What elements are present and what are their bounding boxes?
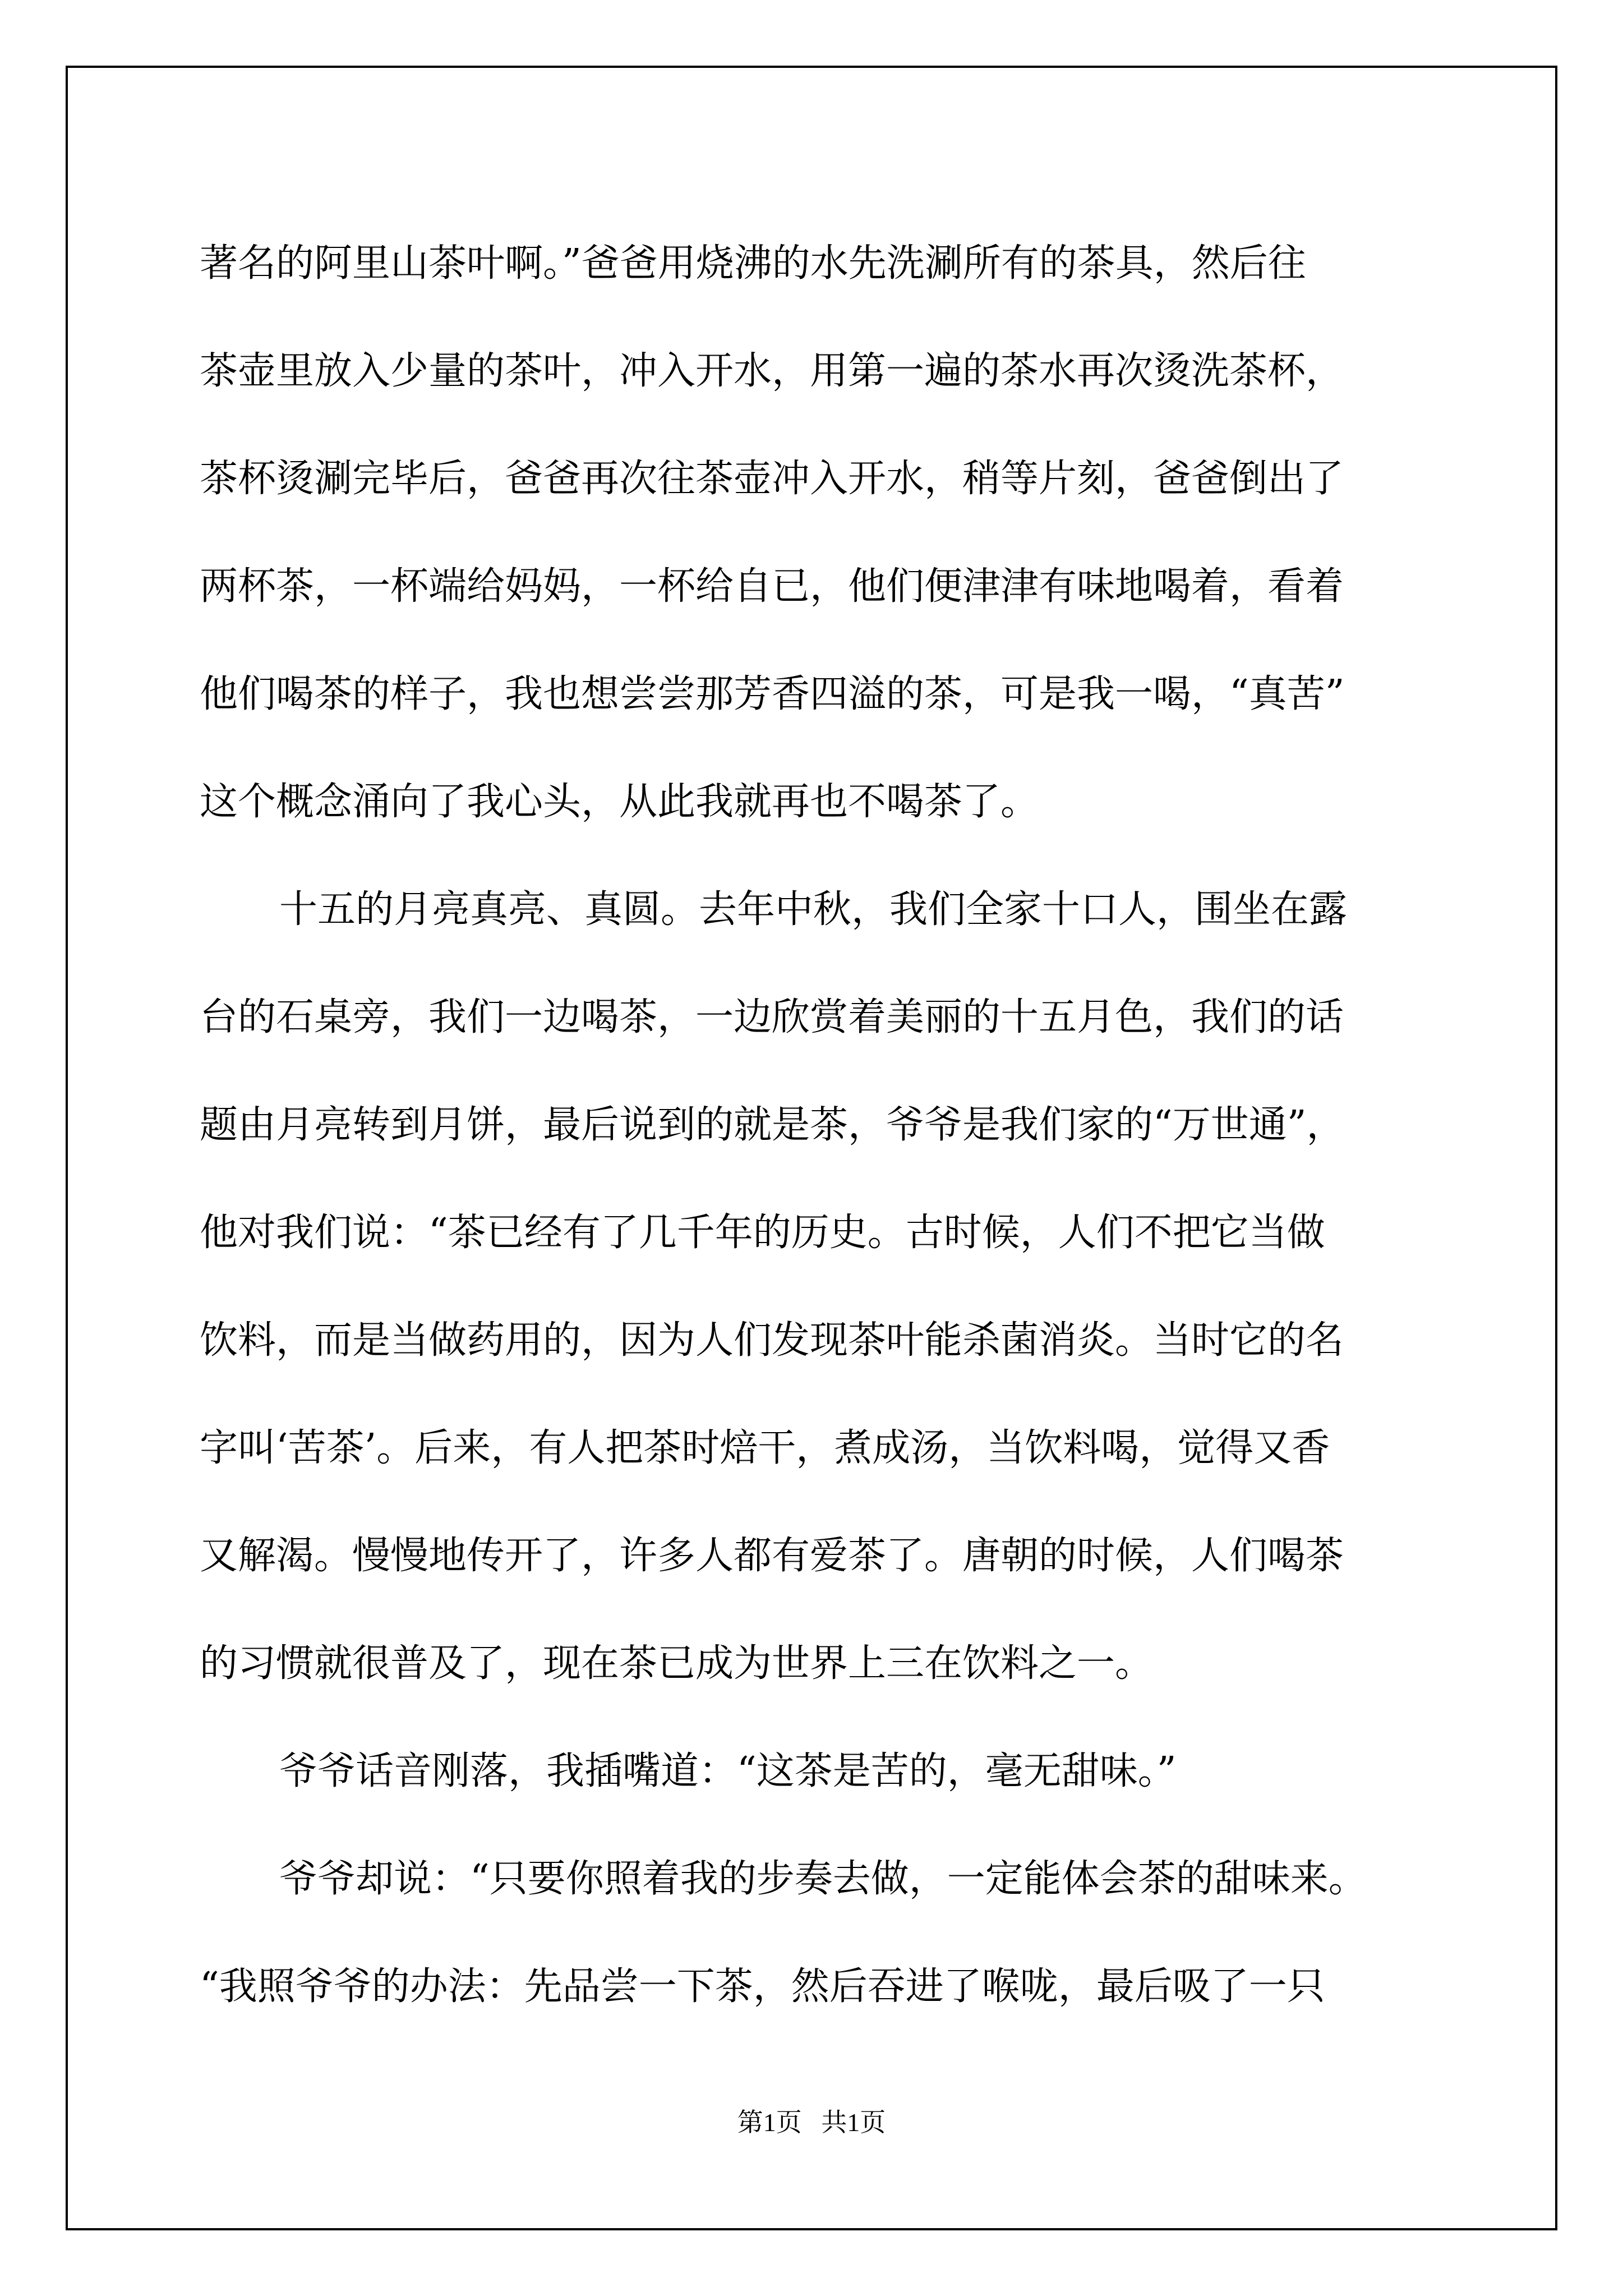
page-footer: 第1页 共1页	[737, 2108, 886, 2137]
text-line: 茶杯烫涮完毕后，爸爸再次往茶壶冲入开水，稍等片刻，爸爸倒出了	[200, 457, 1344, 501]
text-line: 题由月亮转到月饼，最后说到的就是茶，爷爷是我们家的“万世通”，	[200, 1103, 1345, 1147]
text-line: 字叫‘苦茶’。后来，有人把茶时焙干，煮成汤，当饮料喝，觉得又香	[200, 1426, 1330, 1470]
text-line: 他对我们说：“茶已经有了几千年的历史。古时候，人们不把它当做	[200, 1211, 1325, 1255]
text-line: 爷爷却说：“只要你照着我的步奏去做，一定能体会茶的甜味来。	[279, 1857, 1367, 1901]
text-line: 又解渴。慢慢地传开了，许多人都有爱茶了。唐朝的时候，人们喝茶	[200, 1534, 1344, 1578]
text-line: 饮料，而是当做药用的，因为人们发现茶叶能杀菌消炎。当时它的名	[200, 1318, 1344, 1363]
text-line: 十五的月亮真亮、真圆。去年中秋，我们全家十口人，围坐在露	[279, 887, 1348, 932]
text-line: 两杯茶，一杯端给妈妈，一杯给自已，他们便津津有味地喝着，看着	[200, 564, 1344, 609]
document-body	[200, 210, 1456, 2041]
text-line: 他们喝茶的样子，我也想尝尝那芳香四溢的茶，可是我一喝，“真苦”	[200, 672, 1345, 716]
text-line: “我照爷爷的办法：先品尝一下茶，然后吞进了喉咙，最后吸了一只	[200, 1964, 1325, 2009]
text-line: 这个概念涌向了我心头，从此我就再也不喝茶了。	[200, 780, 1039, 824]
text-line: 茶壶里放入少量的茶叶，冲入开水，用第一遍的茶水再次烫洗茶杯，	[200, 349, 1344, 393]
text-line: 爷爷话音刚落，我插嘴道：“这茶是苦的，毫无甜味。”	[279, 1749, 1177, 1793]
text-line: 的习惯就很普及了，现在茶已成为世界上三在饮料之一。	[200, 1641, 1154, 1686]
text-line: 著名的阿里山茶叶啊。”爸爸用烧沸的水先洗涮所有的茶具，然后往	[200, 241, 1306, 286]
text-line: 台的石桌旁，我们一边喝茶，一边欣赏着美丽的十五月色，我们的话	[200, 995, 1344, 1039]
